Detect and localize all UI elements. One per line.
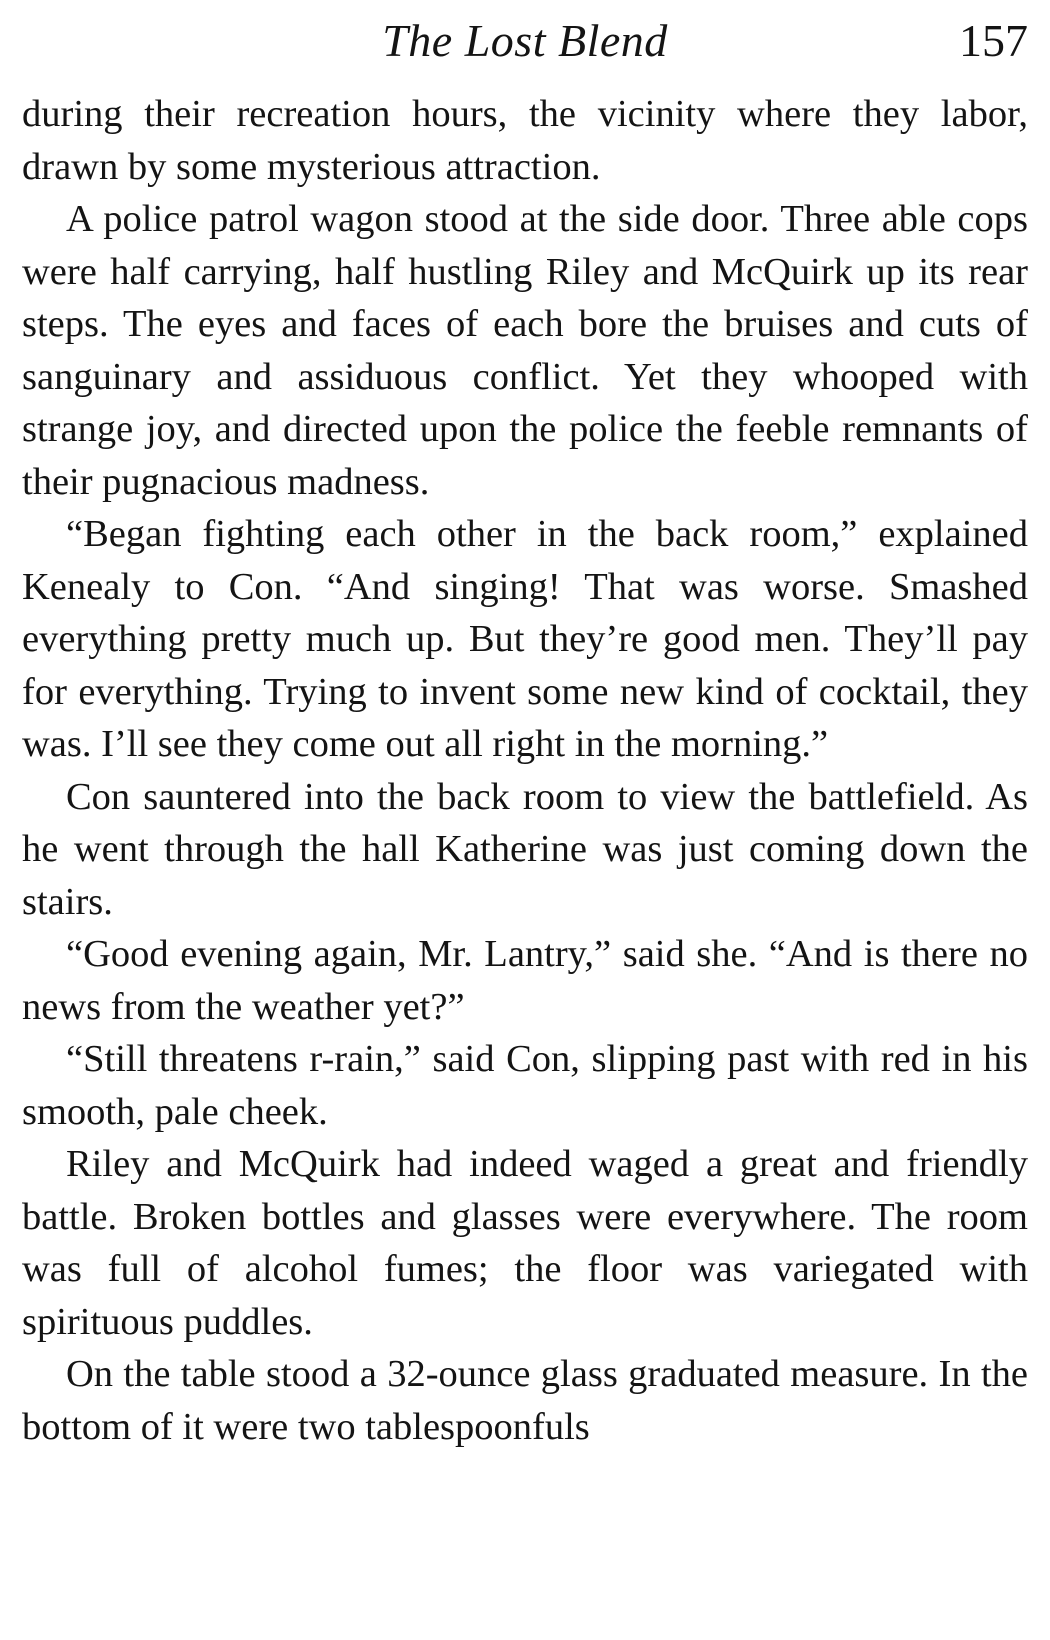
body-text (22, 88, 1028, 1453)
book-page (22, 10, 1028, 1630)
paragraph-1: during their recreation hours, the vicinity where they labor, drawn by some mysterious attraction. (22, 93, 1028, 188)
paragraph-2: A police patrol wagon stood at the side door. Three able cops were half carrying, half hustling Riley and McQuirk up its rear steps. The eyes and faces of each bore the bruises and cuts of sanguinary and assiduous conflict. Yet they whooped with strange joy, and directed upon the police the feeble remnants of their pugnacious madness. (22, 198, 1028, 503)
paragraph-5: “Good evening again, Mr. Lantry,” said she. “And is there no news from the weather yet?” (22, 933, 1028, 1028)
paragraph-3: “Began fighting each other in the back room,” explained Kenealy to Con. “And singing! That was worse. Smashed everything pretty much up. But they’re good men. They’ll pay for everything. Trying to invent some new kind of cocktail, they was. I’ll see they come out all right in the morning.” (22, 513, 1028, 765)
paragraph-8: On the table stood a 32-ounce glass graduated measure. In the bottom of it were two tablespoonfuls (22, 1353, 1028, 1448)
paragraph-7: Riley and McQuirk had indeed waged a great and friendly battle. Broken bottles and glasses were everywhere. The room was full of alcohol fumes; the floor was variegated with spirituous puddles. (22, 1143, 1028, 1343)
running-head (22, 10, 1028, 88)
paragraph-6: “Still threatens r-rain,” said Con, slipping past with red in his smooth, pale cheek. (22, 1038, 1028, 1133)
running-title: The Lost Blend (382, 15, 668, 66)
paragraph-4: Con sauntered into the back room to view the battlefield. As he went through the hall Katherine was just coming down the stairs. (22, 775, 1028, 923)
page-number: 157 (959, 15, 1028, 66)
